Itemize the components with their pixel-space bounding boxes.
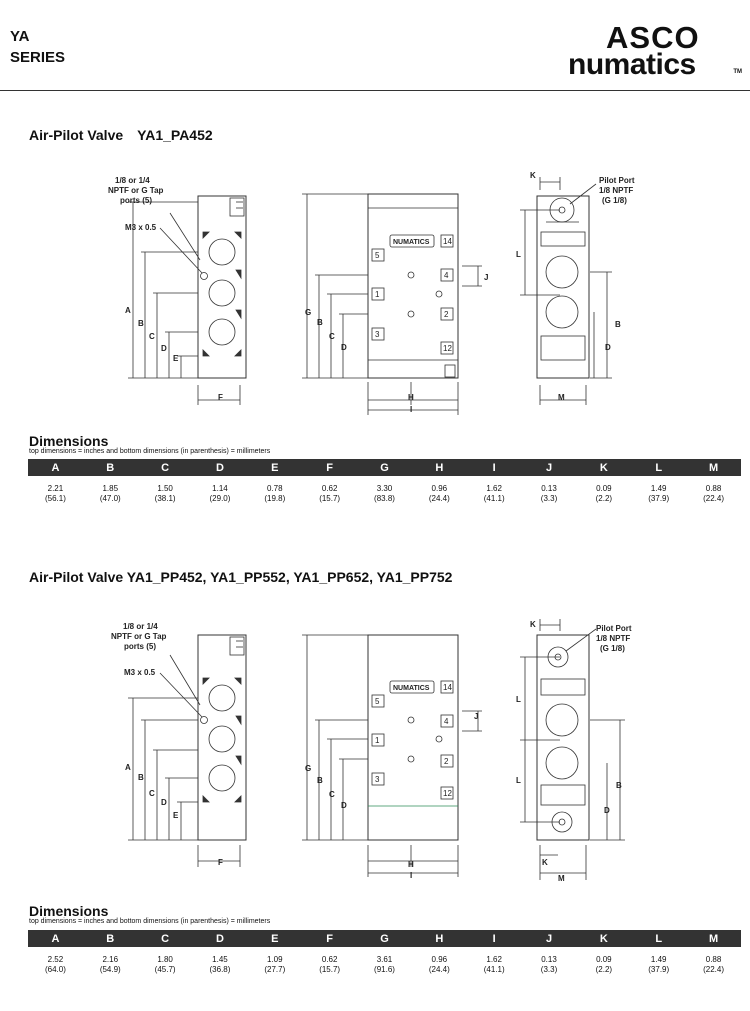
dimensions-note: top dimensions = inches and bottom dimensions (in parenthesis) = millimeters <box>29 918 271 925</box>
col-header: H <box>435 932 444 945</box>
table-cell <box>193 484 248 504</box>
col-header: D <box>215 932 224 945</box>
inch-value: 1.50 <box>157 484 173 493</box>
dimensions-table <box>28 930 741 975</box>
dim-letter: H <box>408 393 414 402</box>
side-view-corner-fitting <box>230 198 244 216</box>
col-header: J <box>545 932 553 945</box>
col-header: E <box>271 932 279 945</box>
section-title-part2: YA1_PA452 <box>137 127 213 143</box>
callout-ports: 1/8 or 1/4 <box>115 176 150 185</box>
pilot-port-label: 1/8 NPTF <box>596 634 631 643</box>
port-number: 2 <box>444 757 449 766</box>
inch-value: 1.49 <box>650 955 667 964</box>
table-cell <box>28 955 83 975</box>
dim-letter: B <box>138 319 144 328</box>
table-cell <box>138 484 193 504</box>
dim-letter: K <box>530 620 536 629</box>
mm-value: (27.7) <box>264 965 286 974</box>
col-header: F <box>326 932 333 945</box>
dim-letter: B <box>616 781 622 790</box>
side-view-body <box>198 635 246 840</box>
dim-letter: D <box>605 343 611 352</box>
port-number: 14 <box>443 237 452 246</box>
dimensions-title: Dimensions <box>29 903 109 919</box>
mm-value: (45.7) <box>154 965 176 974</box>
mm-value: (54.9) <box>99 965 121 974</box>
logo-numatics: numatics <box>568 48 696 81</box>
inch-value: 1.80 <box>157 955 173 964</box>
pilot-port-label: (G 1/8) <box>600 644 625 653</box>
inch-value: 3.61 <box>376 955 393 964</box>
inch-value: 2.52 <box>47 955 64 964</box>
table-cell <box>412 484 467 504</box>
mm-value: (56.1) <box>44 494 66 503</box>
port-circle <box>209 319 235 345</box>
dim-letter: D <box>161 344 167 353</box>
port-circle <box>209 280 235 306</box>
dimensions-header-row <box>28 459 741 476</box>
dim-letter: E <box>173 354 179 363</box>
col-header: G <box>380 461 389 474</box>
table-cell <box>193 955 248 975</box>
dim-letter: B <box>317 318 323 327</box>
mm-value: (41.1) <box>483 965 505 974</box>
dim-letter: M <box>558 393 565 402</box>
table-cell <box>357 484 412 504</box>
inch-value: 2.16 <box>102 955 119 964</box>
dim-letter: C <box>329 332 335 341</box>
drawing-pa452 <box>0 160 750 430</box>
table-cell <box>412 955 467 975</box>
section-title-pa452 <box>29 127 213 143</box>
dim-letter: G <box>305 764 312 773</box>
pilot-port-label: (G 1/8) <box>602 196 627 205</box>
front-view-body <box>368 635 458 840</box>
header-divider <box>0 90 750 91</box>
inch-value: 1.49 <box>650 484 667 493</box>
callout-screw: M3 x 0.5 <box>125 223 157 232</box>
mm-value: (22.4) <box>703 965 724 974</box>
port-circle <box>209 239 235 265</box>
mm-value: (15.7) <box>319 965 341 974</box>
table-cell <box>357 955 412 975</box>
inch-value: 0.96 <box>431 955 448 964</box>
mm-value: (41.1) <box>483 494 505 503</box>
screw-hole <box>201 273 208 280</box>
table-cell <box>247 484 302 504</box>
drawing-pp-series <box>0 605 750 885</box>
col-header: K <box>599 932 608 945</box>
mm-value: (37.9) <box>648 494 670 503</box>
inch-value: 1.85 <box>102 484 119 493</box>
callout-ports: NPTF or G Tap <box>111 632 167 641</box>
callout-ports: ports (5) <box>120 196 152 205</box>
mm-value: (3.3) <box>540 965 558 974</box>
port-number: 2 <box>444 310 449 319</box>
brand-plate-text: NUMATICS <box>393 685 430 692</box>
series-line-ya: YA <box>10 28 30 45</box>
dim-letter: C <box>149 332 155 341</box>
inch-value: 0.88 <box>705 955 722 964</box>
section-title-part1: Air-Pilot Valve <box>29 127 124 143</box>
section-title-pp-series: Air-Pilot Valve YA1_PP452, YA1_PP552, YA1_PP652, YA1_PP752 <box>29 569 453 585</box>
dim-letter: C <box>149 789 155 798</box>
dimensions-title: Dimensions <box>29 433 109 449</box>
end-view-body <box>537 196 589 378</box>
inch-value: 2.21 <box>47 484 64 493</box>
mm-value: (47.0) <box>99 494 121 503</box>
inch-value: 0.09 <box>596 955 612 964</box>
dim-letter: I <box>410 405 413 414</box>
dimensions-value-row <box>28 955 741 975</box>
mm-value: (24.4) <box>428 965 450 974</box>
table-cell <box>83 955 138 975</box>
pilot-port-label: Pilot Port <box>596 624 632 633</box>
col-header: D <box>215 461 224 474</box>
col-header: B <box>106 461 115 474</box>
dim-letter: L <box>516 776 521 785</box>
table-cell <box>28 484 83 504</box>
inch-value: 0.13 <box>541 484 557 493</box>
side-view-body <box>198 196 246 378</box>
dim-letter: K <box>542 858 548 867</box>
table-cell <box>522 484 577 504</box>
inch-value: 0.13 <box>541 955 557 964</box>
port-number: 12 <box>443 789 452 798</box>
table-cell <box>631 955 686 975</box>
callout-ports: NPTF or G Tap <box>108 186 164 195</box>
port-number: 5 <box>375 251 380 260</box>
series-line-series: SERIES <box>10 49 66 66</box>
mm-value: (64.0) <box>44 965 66 974</box>
port-number: 5 <box>375 697 380 706</box>
inch-value: 0.62 <box>321 955 338 964</box>
dim-letter: D <box>341 343 347 352</box>
col-header: G <box>380 932 389 945</box>
table-cell <box>302 484 357 504</box>
dimensions-value-row <box>28 484 741 504</box>
table-cell <box>631 484 686 504</box>
table-cell <box>83 484 138 504</box>
series-label <box>10 26 65 68</box>
col-header: B <box>106 932 115 945</box>
col-header: C <box>161 461 170 474</box>
pilot-port-label: Pilot Port <box>599 176 635 185</box>
mm-value: (2.2) <box>595 494 613 503</box>
mm-value: (22.4) <box>703 494 724 503</box>
col-header: L <box>655 461 663 474</box>
dimensions-note: top dimensions = inches and bottom dimensions (in parenthesis) = millimeters <box>29 448 271 455</box>
col-header: I <box>492 932 496 945</box>
inch-value: 0.09 <box>596 484 612 493</box>
col-header: F <box>326 461 333 474</box>
col-header: C <box>161 932 170 945</box>
callout-screw: M3 x 0.5 <box>124 668 156 677</box>
brand-logo <box>568 22 742 82</box>
dim-letter: C <box>329 790 335 799</box>
pilot-port-label: 1/8 NPTF <box>599 186 634 195</box>
dim-letter: F <box>218 393 223 402</box>
dim-letter: I <box>410 871 413 880</box>
inch-value: 1.45 <box>212 955 228 964</box>
col-header: E <box>271 461 279 474</box>
inch-value: 0.88 <box>705 484 722 493</box>
dim-letter: B <box>138 773 144 782</box>
col-header: I <box>492 461 496 474</box>
dim-letter: D <box>341 801 347 810</box>
table-cell <box>686 955 741 975</box>
port-circle <box>209 765 235 791</box>
callout-ports: 1/8 or 1/4 <box>123 622 158 631</box>
dim-letter: L <box>516 695 521 704</box>
screw-hole <box>201 717 208 724</box>
mm-value: (24.4) <box>428 494 450 503</box>
col-header: A <box>51 932 60 945</box>
col-header: M <box>708 461 719 474</box>
col-header: A <box>51 461 60 474</box>
inch-value: 0.78 <box>267 484 283 493</box>
mm-value: (38.1) <box>154 494 176 503</box>
dim-letter: J <box>484 273 489 282</box>
port-circle <box>209 726 235 752</box>
port-number: 12 <box>443 344 452 353</box>
col-header: K <box>599 461 608 474</box>
dim-letter: G <box>305 308 312 317</box>
col-header: M <box>708 932 719 945</box>
side-view-corner-fitting <box>230 637 244 655</box>
inch-value: 1.62 <box>486 484 502 493</box>
mm-value: (91.6) <box>374 965 395 974</box>
col-header: L <box>655 932 663 945</box>
inch-value: 0.62 <box>321 484 338 493</box>
col-header: H <box>435 461 444 474</box>
port-number: 4 <box>444 717 449 726</box>
table-cell <box>467 955 522 975</box>
dim-letter: B <box>615 320 621 329</box>
dim-letter: D <box>604 806 610 815</box>
dim-letter: D <box>161 798 167 807</box>
inch-value: 0.96 <box>431 484 448 493</box>
mm-value: (15.7) <box>319 494 341 503</box>
port-number: 1 <box>375 290 380 299</box>
dimensions-table <box>28 459 741 504</box>
dim-letter: H <box>408 860 414 869</box>
dim-letter: F <box>218 858 223 867</box>
inch-value: 1.14 <box>212 484 228 493</box>
mm-value: (3.3) <box>540 494 558 503</box>
logo-trademark: TM <box>733 69 742 75</box>
col-header: J <box>545 461 553 474</box>
mm-value: (36.8) <box>209 965 231 974</box>
dim-letter: L <box>516 250 521 259</box>
mm-value: (37.9) <box>648 965 670 974</box>
mm-value: (2.2) <box>595 965 613 974</box>
table-cell <box>522 955 577 975</box>
inch-value: 1.62 <box>486 955 502 964</box>
dimensions-header-row <box>28 930 741 947</box>
table-cell <box>138 955 193 975</box>
mm-value: (83.8) <box>374 494 395 503</box>
table-cell <box>686 484 741 504</box>
inch-value: 1.09 <box>267 955 283 964</box>
dim-letter: M <box>558 874 565 883</box>
callout-ports: ports (5) <box>124 642 156 651</box>
dim-letter: K <box>530 171 536 180</box>
port-number: 14 <box>443 683 452 692</box>
logo-asco: ASCO <box>606 20 700 55</box>
brand-plate-text: NUMATICS <box>393 239 430 246</box>
port-number: 4 <box>444 271 449 280</box>
inch-value: 3.30 <box>376 484 393 493</box>
table-cell <box>302 955 357 975</box>
table-cell <box>576 955 631 975</box>
port-number: 3 <box>375 330 380 339</box>
port-circle <box>209 685 235 711</box>
port-number: 3 <box>375 775 380 784</box>
table-cell <box>467 484 522 504</box>
dim-letter: A <box>125 306 131 315</box>
table-cell <box>247 955 302 975</box>
table-cell <box>576 484 631 504</box>
dim-letter: A <box>125 763 131 772</box>
dim-letter: E <box>173 811 179 820</box>
dim-letter: B <box>317 776 323 785</box>
dim-letter: J <box>474 712 479 721</box>
mm-value: (19.8) <box>264 494 286 503</box>
mm-value: (29.0) <box>209 494 231 503</box>
port-number: 1 <box>375 736 380 745</box>
